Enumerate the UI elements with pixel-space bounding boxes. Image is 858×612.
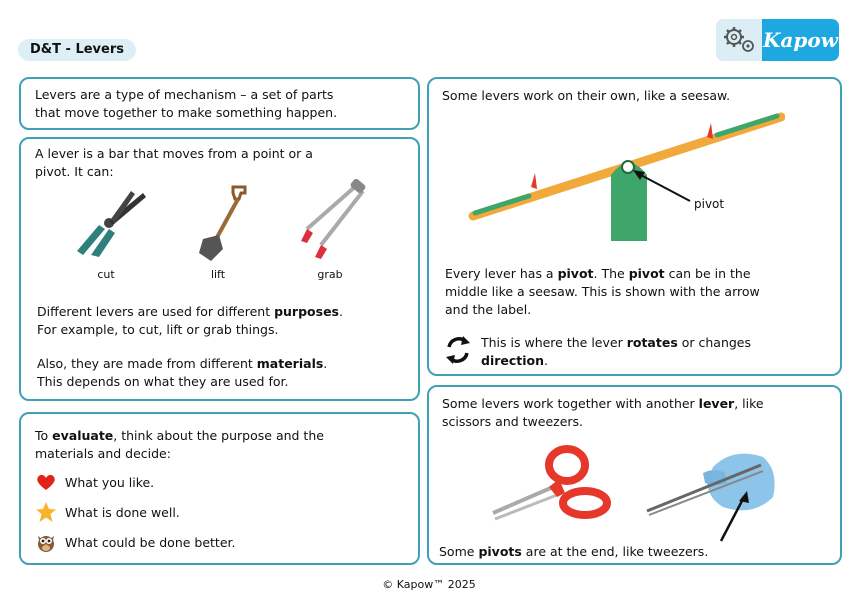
seesaw-box bbox=[427, 77, 842, 376]
evaluate-line-1: To evaluate, think about the purpose and the bbox=[35, 428, 324, 443]
tool-label-lift: lift bbox=[210, 268, 226, 281]
page-title: D&T - Levers bbox=[18, 39, 136, 61]
evaluate-line-2: materials and decide: bbox=[35, 446, 171, 461]
tongs-icon bbox=[299, 179, 379, 261]
together-line-1: Some levers work together with another lever, like bbox=[442, 396, 764, 411]
evaluate-item-like: What you like. bbox=[35, 471, 154, 493]
rotates-line-2: direction. bbox=[481, 353, 549, 368]
heart-icon bbox=[35, 471, 57, 493]
tweezers-hand-icon bbox=[643, 443, 783, 543]
pivot-text-line-2: middle like a seesaw. This is shown with the arrow bbox=[445, 284, 760, 299]
pivot-label: pivot bbox=[694, 197, 725, 211]
kapow-logo bbox=[716, 19, 839, 61]
tweezers-pivot-text: Some pivots are at the end, like tweezers. bbox=[439, 544, 709, 559]
copyright-footer: © Kapow™ 2025 bbox=[382, 578, 476, 591]
gears-icon bbox=[722, 25, 758, 55]
owl-icon bbox=[35, 531, 57, 553]
rotates-line-1: This is where the lever rotates or changes bbox=[481, 335, 752, 350]
intro-box bbox=[19, 77, 420, 130]
together-box bbox=[427, 385, 842, 565]
logo-wordmark: Kapow bbox=[762, 19, 839, 61]
pliers-icon bbox=[69, 185, 149, 257]
seesaw-illustration bbox=[465, 111, 785, 243]
evaluate-box bbox=[19, 412, 420, 565]
pivot-text-line-3: and the label. bbox=[445, 302, 532, 317]
pivot-text-line-1: Every lever has a pivot. The pivot can be in the bbox=[445, 266, 751, 281]
intro-line-1: Levers are a type of mechanism – a set of parts bbox=[35, 87, 334, 102]
seesaw-intro: Some levers work on their own, like a seesaw. bbox=[442, 88, 731, 103]
materials-line-2: This depends on what they are used for. bbox=[37, 374, 289, 389]
together-line-2: scissors and tweezers. bbox=[442, 414, 584, 429]
shovel-icon bbox=[189, 183, 259, 263]
purposes-line-1: Different levers are used for different purposes. bbox=[37, 304, 343, 319]
materials-line-1: Also, they are made from different materials. bbox=[37, 356, 328, 371]
tool-label-grab: grab bbox=[317, 268, 343, 281]
lever-definition-line-1: A lever is a bar that moves from a point or a bbox=[35, 146, 313, 161]
scissors-icon bbox=[487, 443, 611, 523]
evaluate-item-well: What is done well. bbox=[35, 501, 180, 523]
lever-definition-line-2: pivot. It can: bbox=[35, 164, 114, 179]
rotate-icon bbox=[443, 335, 473, 365]
lever-uses-box bbox=[19, 137, 420, 401]
purposes-line-2: For example, to cut, lift or grab things. bbox=[37, 322, 279, 337]
star-icon bbox=[35, 501, 57, 523]
intro-line-2: that move together to make something happen. bbox=[35, 105, 338, 120]
evaluate-item-better: What could be done better. bbox=[35, 531, 236, 553]
tool-label-cut: cut bbox=[97, 268, 115, 281]
